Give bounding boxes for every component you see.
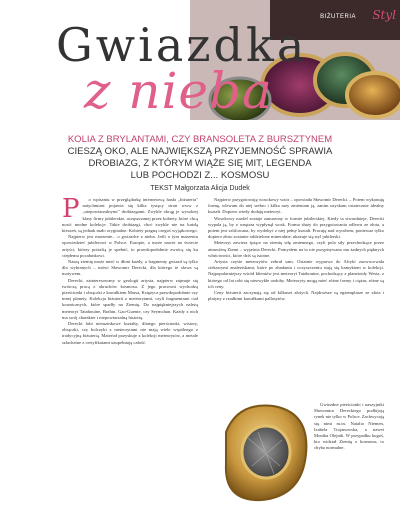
lead-line3: DROBIAZG, Z KTÓRYM WIĄŻE SIĘ MIT, LEGENDA: [88, 158, 312, 169]
paragraph: Najpierw jest marzenie... o gwiazdce z nieba. Jeśli o tym marzeniu opowiedzieć jubilerowi w Polsce, Europie, a może nawet na świecie artyści, którzy potrafią je spełnić, to prawdopodobnie zwrócą się ku ciepłemu pocałunkowi.: [62, 234, 198, 258]
section-script: Styl: [372, 8, 396, 22]
lead-line1: KOLIA Z BRYLANTAMI, CZY BRANSOLETA Z BURSZTYNEM: [67, 134, 333, 145]
paragraph: Wosokowy model zostaje zanurzony w formie jubilerskiej. Kiedy ta stwardnieje, Derecki wypala ją, by z wnętrza wypłynął wosk. Forma służy do przygotowania odlewu ze złota, a potem jest szlifowana, by wydobyć z niej pełny kształt. Pracuję nad wyrobem, ponieważ tylko dopiero złoto zostanie oddzielone mineralnie, ukazuje się styl jubilerski.: [208, 215, 384, 240]
body-column-1: [62, 197, 198, 513]
paragraph: Najpierw przygotowuję wosokowy wzór – opowiada Sławomir Derecki. – Potem wykonuję formę, wlewam do niej srebro i kilka razy zmieniam ją, zanim uzyskam ostatecznie idealny kształt. Dopiero wtedy dodaję meteoryt.: [208, 197, 384, 215]
paragraph: Gwiezdne pierścionki i naszyjniki Sławomira Dereckiego podbijają rynek nie tylko w Polsce. Zachwycają się nimi m.in. Natalia Niemen, Izabela Trojanowska, a nawet Monika Olejnik. W przypadku kogoś, kto widział Ziemię z kosmosu, to chyba normalne.: [314, 402, 384, 451]
headline-line2: z nieba: [84, 62, 273, 120]
headline-line1: Gwiazdka: [56, 18, 308, 72]
body-column-2: [208, 197, 384, 409]
paragraph: o wpisaniu w przeglądarkę internetową hasła „biżuteria" natychmiast pojawia się kilka tysięcy stron www z „niepowtarzalnymi" drobiazgami. Zwykle okrąg je wysokiej klasy firmy jubilerskie, uczęszczanej przez kobiety, które chcą nosić modne kolekcje. Takie drobiazgi, choć zwykle nie na każdą kieszeń, są jednak mało oryginalne. Kobiety pragną czegoś wyjątkowego.: [62, 197, 198, 234]
body-column-2-continued: [314, 402, 384, 512]
section-tag: BIŻUTERIA: [320, 14, 356, 20]
paragraph: Derecki, zainteresowany w geologii artysta, najpierw zajmuje się twórczą pracą z okruchów kosmosu. Z jego pracowni wychodzą pierścionki i obrączki z kawałkiem Marsa, Księżyca prawdopodobnie czy innej planety. Kolekcja biżuterii z meteorytami, czyli fragmentami ciał kosmicznych, które spadły na Ziemię. Do najpiękniejszych należą meteoryt Tatahouine, Brahin, Gao-Guenie, czy Seymchan. Każdy z nich ma swój charakter i niepowtarzalną historię.: [62, 277, 198, 320]
lead-text: [0, 134, 400, 182]
paragraph: Naszą ziemię może mieć w dłoni każdy, a fragmenty gwiazd są tylko dla wybranych – mówi Sławomir Derecki, dla którego te słowa są motywem.: [62, 259, 198, 277]
paragraph: Artysta czyste meteorytów zebrał sam. Ostatnie wyprawa do Afryki zaowocowała ciekawymi znaleziskami, które po zbadaniu i oczyszczeniu stają się kamykiem w kolekcji. Najpopularniejszy wśród klientów jest meteoryt Tatahouine, pochodzący z planetoidy Westa, z którego od lat robi się niezwykłe ozdoby. Meteoryty mogą mieć różne formy i ciężar, różne są ich ceny.: [208, 259, 384, 289]
lead-line4: LUB POCHODZI Z... KOSMOSU: [130, 170, 270, 181]
meteorite-ring-photo: [218, 392, 314, 514]
drop-cap: P: [62, 197, 80, 224]
paragraph: Meteoryt zawiera śpiące na ziemię siłę zmiennego, czyli pola siły przechodzące przez atmosferę Ziemi – wyjaśnia Derecki. Pomysłem na to nie przypisywano mu żadnych pięknych właściwości, które dziś są istotne.: [208, 240, 384, 258]
lead-line2: CIESZĄ OKO, ALE NAJWIĘKSZĄ PRZYJEMNOŚĆ SPRAWIA: [67, 146, 333, 157]
paragraph: Derecki lubi nietuzinkowe kształty, dlatego pierścionki, wisiory, obrączki, czy kolczyki z meteorytami nie mają wiele wspólnego z tradycyjną biżuterią. Materiał pozyskuje z kolekcji meteorytów, a metale szlachetne z certyfikatami uzupełniają całość.: [62, 321, 198, 345]
paragraph: Ceny biżuterii zaczynają się od kilkuset złotych. Najdroższe są egzemplarze ze złota i platyny z rzadkimi kawałkami pallasytów.: [208, 290, 384, 302]
byline: TEKST Małgorzata Alicja Dudek: [150, 185, 250, 192]
